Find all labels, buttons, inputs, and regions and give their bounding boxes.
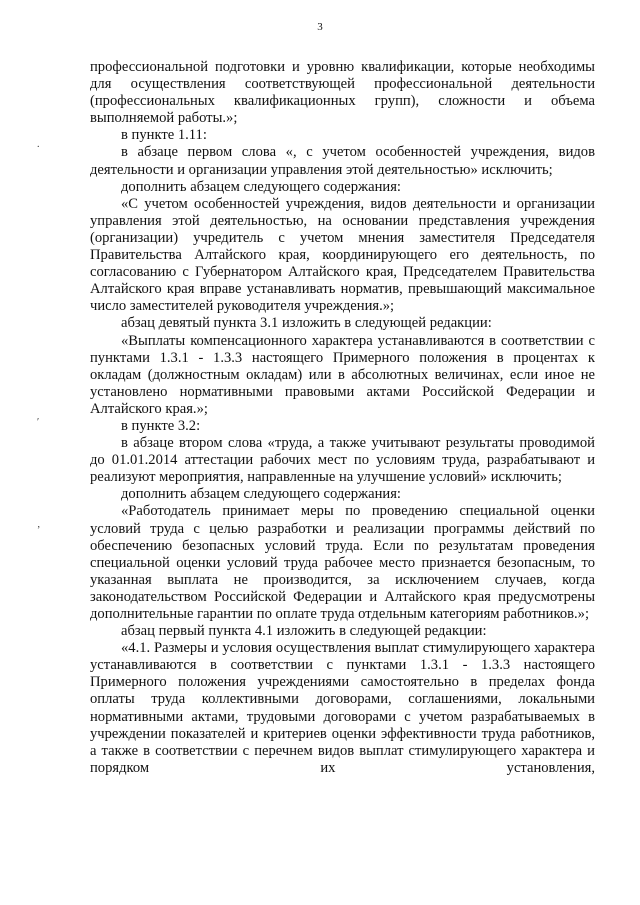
paragraph: дополнить абзацем следующего содержания: [121, 486, 401, 503]
margin-mark: ʹ [37, 417, 40, 428]
paragraph: дополнить абзацем следующего содержания: [121, 178, 401, 195]
paragraph: в абзаце первом слова «, с учетом особенностей учреждения, видов деятельности и организации управления этой деятельностью» исключить; [90, 144, 595, 178]
paragraph: абзац первый пункта 4.1 изложить в следующей редакции: [121, 623, 487, 640]
paragraph: «С учетом особенностей учреждения, видов деятельности и организации управления этой деятельностью, на основании представления учреждения (организации) учредитель с учетом мнения заместителя Председателя Правительства Алтайского края, координирующего его деятельность, по согласованию с Губернатором Алтайского края, Председателем Правительства Алтайского края вправе устанавливать норматив, превышающий максимальное число заместителей руководителя учреждения.»; [90, 195, 595, 315]
paragraph: в пункте 3.2: [121, 417, 201, 434]
paragraph: «Работодатель принимает меры по проведению специальной оценки условий труда с целью разработки и реализации программы действий по обеспечению безопасных условий труда. Если по результатам проведения специальной оценки условий труда рабочее место признается безопасным, то указанная выплата не производится, за исключением случаев, когда законодательством Российской Федерации и Алтайского края предусмотрены дополнительные гарантии по оплате труда отдельным категориям работников.»; [90, 503, 595, 622]
paragraph: в пункте 1.11: [121, 127, 207, 144]
document-body [90, 59, 595, 777]
paragraph: «Выплаты компенсационного характера устанавливаются в соответствии с пунктами 1.3.1 - 1.3.3 настоящего Примерного положения в процентах к окладам (должностным окладам) или в абсолютных величинах, если иное не установлено нормативными правовыми актами Российской Федерации и Алтайского края.»; [90, 332, 595, 417]
paragraph: профессиональной подготовки и уровню квалификации, которые необходимы для осуществления соответствующей профессиональной деятельности (профессиональных квалификационных групп), сложности и объема выполняемой работы.»; [90, 59, 595, 127]
page-number: 3 [317, 21, 323, 33]
paragraph: в абзаце втором слова «труда, а также учитывают результаты проводимой до 01.01.2014 аттестации рабочих мест по условиям труда, разрабатывают и реализуют мероприятия, направленные на улучшение условий» исключить; [90, 435, 595, 486]
margin-mark: ‚ [37, 519, 41, 530]
margin-mark: . [37, 139, 40, 150]
paragraph: «4.1. Размеры и условия осуществления выплат стимулирующего характера устанавливаются в соответствии с пунктами 1.3.1 - 1.3.3 настоящего Примерного положения учреждениями самостоятельно в пределах фонда оплаты труда коллективными договорами, соглашениями, локальными нормативными актами, трудовыми договорами с учетом разрабатываемых в учреждении показателей и критериев оценки эффективности труда работников, а также в соответствии с перечнем видов выплат стимулирующего характера и порядком их установления, [90, 640, 595, 776]
paragraph: абзац девятый пункта 3.1 изложить в следующей редакции: [121, 315, 492, 332]
